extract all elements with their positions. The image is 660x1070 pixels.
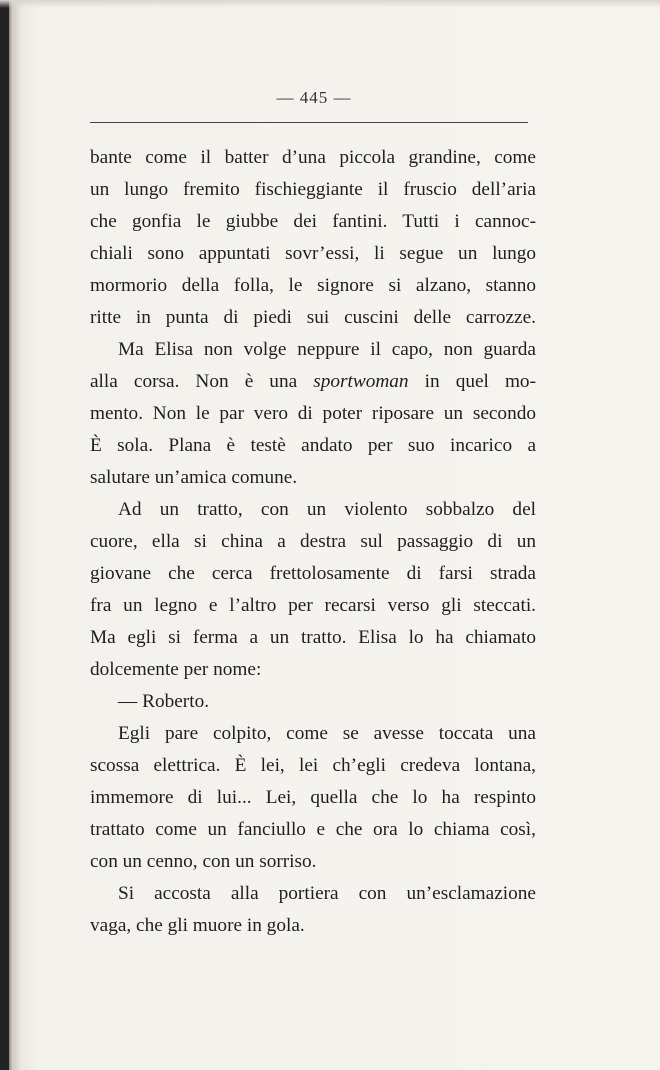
text-line: dolcemente per nome: — [90, 659, 262, 680]
text-line: Ma egli si ferma a un tratto. Elisa lo ha chiamato — [90, 627, 536, 648]
text-line: scossa elettrica. È lei, lei ch’egli credeva lontana, — [90, 755, 536, 776]
page-top-edge — [0, 0, 660, 8]
paragraph — [90, 334, 536, 494]
text-fragment: in quel mo- — [424, 371, 536, 392]
text-line: vaga, che gli muore in gola. — [90, 915, 305, 936]
text-line: giovane che cerca frettolosamente di farsi strada — [90, 563, 536, 584]
text-line: un lungo fremito fischieggiante il fruscio dell’aria — [90, 179, 536, 200]
paragraph — [90, 494, 536, 686]
paragraph — [90, 718, 536, 878]
header-rule — [90, 122, 528, 123]
text-line: chiali sono appuntati sovr’essi, li segue un lungo — [90, 243, 536, 264]
paragraph — [90, 686, 536, 718]
body-text — [90, 142, 536, 942]
text-line: mento. Non le par vero di poter riposare un secondo — [90, 403, 536, 424]
text-line: salutare un’amica comune. — [90, 467, 298, 488]
paragraph — [90, 878, 536, 942]
text-line: cuore, ella si china a destra sul passaggio di un — [90, 531, 536, 552]
text-line: trattato come un fanciullo e che ora lo chiama così, — [90, 819, 536, 840]
dialogue-line: — Roberto. — [118, 691, 210, 712]
text-line: con un cenno, con un sorriso. — [90, 851, 317, 872]
text-line: Si accosta alla portiera con un’esclamazione — [118, 883, 536, 904]
text-line: immemore di lui... Lei, quella che lo ha respinto — [90, 787, 536, 808]
text-line: fra un legno e l’altro per recarsi verso gli steccati. — [90, 595, 536, 616]
paragraph — [90, 142, 536, 334]
text-line: Ad un tratto, con un violento sobbalzo del — [118, 499, 536, 520]
text-line: che gonfia le giubbe dei fantini. Tutti i cannoc- — [90, 211, 536, 232]
page-binding-edge — [0, 0, 9, 1070]
text-line: bante come il batter d’una piccola grandine, come — [90, 147, 536, 168]
text-line: ritte in punta di piedi sui cuscini delle carrozze. — [90, 307, 536, 328]
page-number: — 445 — — [276, 88, 352, 107]
text-fragment: alla corsa. Non è una — [90, 371, 298, 392]
text-line: Egli pare colpito, come se avesse toccata una — [118, 723, 536, 744]
text-line: È sola. Plana è testè andato per suo incarico a — [90, 435, 536, 456]
text-line: mormorio della folla, le signore si alzano, stanno — [90, 275, 536, 296]
text-line: Ma Elisa non volge neppure il capo, non guarda — [118, 339, 536, 360]
text-line — [90, 366, 536, 398]
italic-word: sportwoman — [313, 371, 409, 392]
